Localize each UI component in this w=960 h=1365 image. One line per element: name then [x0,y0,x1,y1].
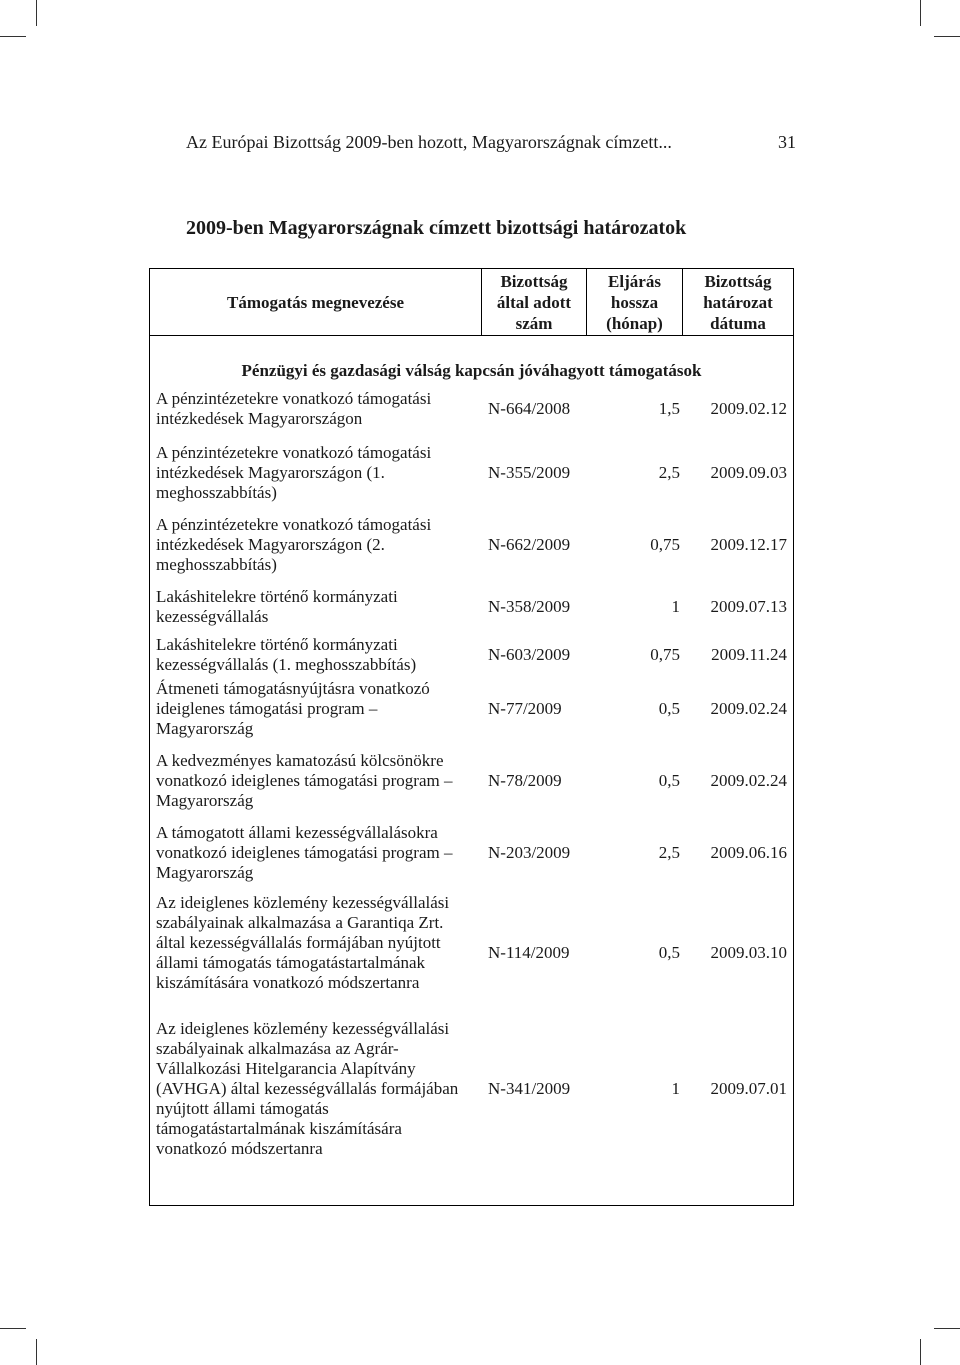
row-date: 2009.07.13 [710,597,787,616]
row-date: 2009.03.10 [710,943,787,962]
crop-mark [36,1339,37,1365]
row-date: 2009.07.01 [710,1079,787,1098]
crop-mark [0,1328,26,1329]
column-header-duration: Eljárás hossza (hónap) [586,269,682,335]
row-date: 2009.12.17 [710,535,787,554]
row-date: 2009.02.24 [710,771,787,790]
row-number: N-77/2009 [488,699,562,718]
column-header-number: Bizottság által adott szám [481,269,586,335]
table-row [150,679,793,739]
running-head: Az Európai Bizottság 2009-ben hozott, Magyarországnak címzett... [186,132,672,152]
row-number: N-603/2009 [488,645,571,664]
row-months: 0,75 [650,645,680,664]
table-row [150,751,793,811]
table-header [150,269,793,336]
row-number: N-358/2009 [488,597,571,616]
row-name: Az ideiglenes közlemény kezességvállalási szabályainak alkalmazása a Garantiqa Zrt. által kezességvállalás formájában nyújtott állami támogatás támogatástartalmának kiszámítására vonatkozó módszertanra [156,893,450,992]
row-name: Átmeneti támogatásnyújtásra vonatkozó ideiglenes támogatási program – Magyarország [156,679,430,738]
table-row [150,635,793,675]
table-row [150,515,793,575]
row-date: 2009.02.24 [710,699,787,718]
table-row [150,1019,793,1159]
row-months: 2,5 [658,463,680,482]
crop-mark [920,1339,921,1365]
row-date: 2009.02.12 [710,399,787,418]
table-row [150,823,793,883]
column-header-name: Támogatás megnevezése [226,292,405,312]
page-title: 2009-ben Magyarországnak címzett bizottsági határozatok [186,217,687,239]
table-row [150,443,793,503]
row-name: A pénzintézetekre vonatkozó támogatási intézkedések Magyarországon [156,389,432,428]
row-name: A kedvezményes kamatozású kölcsönökre vonatkozó ideiglenes támogatási program – Magyarország [156,751,453,810]
page-number: 31 [778,132,796,152]
row-months: 0,75 [650,535,680,554]
row-number: N-664/2008 [488,399,571,418]
table-row [150,389,793,429]
row-name: Az ideiglenes közlemény kezességvállalási szabályainak alkalmazása az Agrár-Vállalkozási Hitelgarancia Alapítvány (AVHGA) által kezességvállalás formájában nyújtott állami támogatás támogatástartalmának kiszámítására vonatkozó módszertanra [156,1019,459,1158]
row-number: N-203/2009 [488,843,571,862]
crop-mark [934,36,960,37]
row-months: 2,5 [658,843,680,862]
crop-mark [0,36,26,37]
row-number: N-662/2009 [488,535,571,554]
row-name: Lakáshitelekre történő kormányzati kezességvállalás [156,587,398,626]
row-months: 1,5 [658,399,680,418]
row-number: N-355/2009 [488,463,571,482]
crop-mark [36,0,37,26]
row-number: N-114/2009 [488,943,570,962]
column-header-date: Bizottság határozat dátuma [682,269,793,335]
row-name: Lakáshitelekre történő kormányzati kezességvállalás (1. meghosszabbítás) [156,635,417,674]
row-date: 2009.06.16 [710,843,787,862]
crop-mark [934,1328,960,1329]
row-date: 2009.11.24 [711,645,787,664]
table-row [150,893,793,1013]
crop-mark [920,0,921,26]
row-name: A támogatott állami kezességvállalásokra vonatkozó ideiglenes támogatási program – Magyarország [156,823,453,882]
row-number: N-341/2009 [488,1079,571,1098]
row-name: A pénzintézetekre vonatkozó támogatási intézkedések Magyarországon (2. meghosszabbítás) [156,515,432,574]
decisions-table [149,268,794,1206]
row-name: A pénzintézetekre vonatkozó támogatási intézkedések Magyarországon (1. meghosszabbítás) [156,443,432,502]
row-number: N-78/2009 [488,771,562,790]
row-months: 1 [671,597,680,616]
row-date: 2009.09.03 [710,463,787,482]
row-months: 0,5 [658,699,680,718]
table-row [150,587,793,627]
row-months: 0,5 [658,943,680,962]
row-months: 1 [671,1079,680,1098]
section-title: Pénzügyi és gazdasági válság kapcsán jóváhagyott támogatások [241,361,702,380]
row-months: 0,5 [658,771,680,790]
